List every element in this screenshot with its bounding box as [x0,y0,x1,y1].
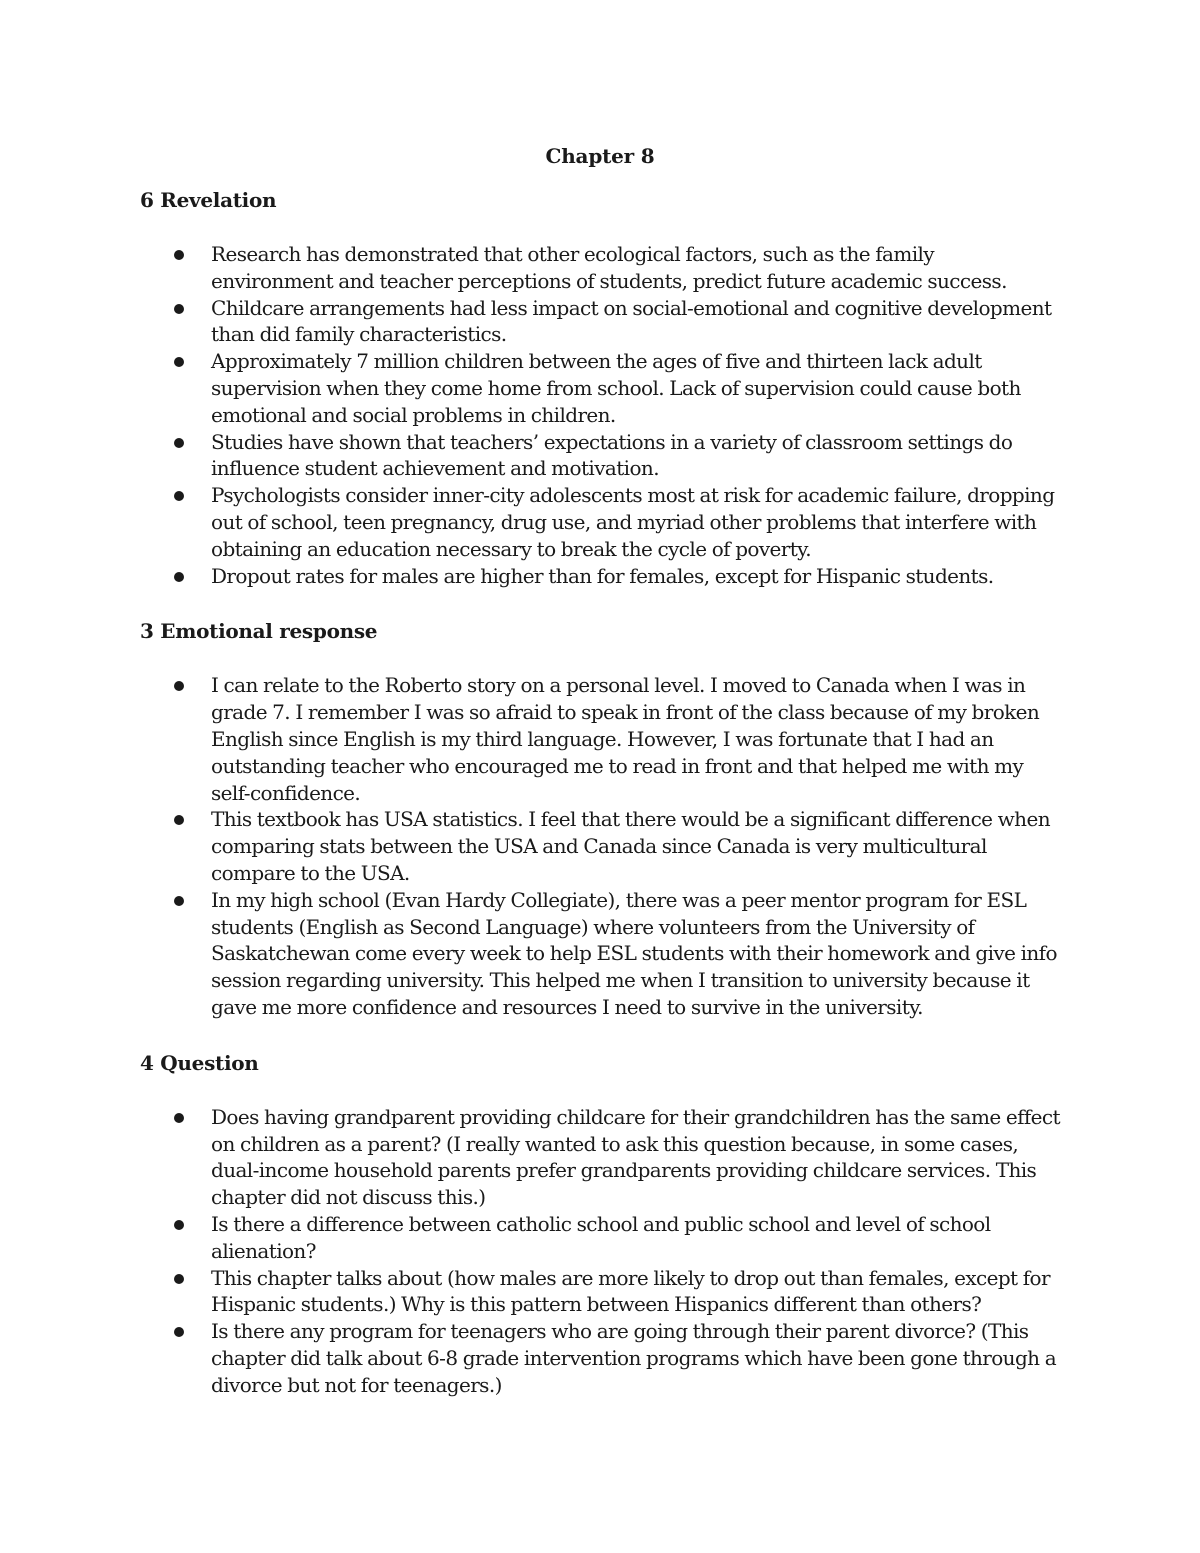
bullet-list [140,241,1060,589]
bullet-icon [174,1274,184,1284]
bullet-icon [174,896,184,906]
list-item-text: Is there a difference between catholic school and public school and level of school alienation? [211,1211,991,1263]
list-item-text: Psychologists consider inner-city adolescents most at risk for academic failure, dropping out of school, teen pregnancy, drug use, and myriad other problems that interfere with obtaining an education necessary to break the cycle of poverty. [211,483,1055,561]
list-item [140,295,1060,349]
list-item [140,1211,1060,1265]
bullet-icon [174,1113,184,1123]
bullet-icon [174,438,184,448]
list-item-text: Dropout rates for males are higher than for females, except for Hispanic students. [211,563,994,588]
list-item [140,806,1060,886]
list-item-text: In my high school (Evan Hardy Collegiate), there was a peer mentor program for ESL students (English as Second Language) where volunteers from the University of Saskatchewan come every week to help ESL students with their homework and give info session regarding university. This helped me when I transition to university because it gave me more confidence and resources I need to survive in the university. [211,887,1057,1019]
list-item [140,672,1060,806]
section-heading: 4 Question [140,1050,259,1075]
document-page [140,140,1060,1426]
list-item [140,1104,1060,1211]
section-heading: 3 Emotional response [140,619,378,644]
list-item [140,1318,1060,1398]
bullet-icon [174,491,184,501]
section-question [140,1049,1060,1399]
list-item [140,482,1060,562]
list-item [140,429,1060,483]
bullet-icon [174,357,184,367]
list-item-text: Does having grandparent providing childcare for their grandchildren has the same effect on children as a parent? (I really wanted to ask this question because, in some cases, dual-income household parents prefer grandparents providing childcare services. This chapter did not discuss this.) [211,1104,1060,1210]
list-item-text: Approximately 7 million children between the ages of five and thirteen lack adult supervision when they come home from school. Lack of supervision could cause both emotional and social problems in children. [211,349,1021,427]
section-emotional-response [140,617,1060,1020]
bullet-icon [174,1220,184,1230]
list-item [140,887,1060,1021]
section-revelation [140,186,1060,589]
bullet-list [140,672,1060,1020]
list-item [140,241,1060,295]
page-title: Chapter 8 [545,144,655,168]
list-item-text: Is there any program for teenagers who are going through their parent divorce? (This chapter did talk about 6-8 grade intervention programs which have been gone through a divorce but not for teenagers.) [211,1319,1057,1397]
list-item-text: I can relate to the Roberto story on a personal level. I moved to Canada when I was in grade 7. I remember I was so afraid to speak in front of the class because of my broken English since English is my third language. However, I was fortunate that I had an outstanding teacher who encouraged me to read in front and that helped me with my self-confidence. [211,673,1040,805]
bullet-icon [174,815,184,825]
list-item-text: This chapter talks about (how males are more likely to drop out than females, except for Hispanic students.) Why is this pattern between Hispanics different than others? [211,1265,1050,1317]
list-item-text: Childcare arrangements had less impact on social-emotional and cognitive development than did family characteristics. [211,295,1052,347]
section-heading: 6 Revelation [140,188,277,212]
bullet-icon [174,1327,184,1337]
list-item-text: Research has demonstrated that other ecological factors, such as the family environment and teacher perceptions of students, predict future academic success. [211,242,1007,293]
list-item [140,563,1060,590]
list-item [140,1265,1060,1319]
bullet-icon [174,250,184,260]
list-item [140,348,1060,428]
bullet-icon [174,681,184,691]
bullet-icon [174,304,184,314]
list-item-text: This textbook has USA statistics. I feel that there would be a significant difference when comparing stats between the USA and Canada since Canada is very multicultural compare to the USA. [211,807,1050,885]
list-item-text: Studies have shown that teachers’ expectations in a variety of classroom settings do influence student achievement and motivation. [211,429,1013,481]
bullet-list [140,1104,1060,1399]
bullet-icon [174,572,184,582]
